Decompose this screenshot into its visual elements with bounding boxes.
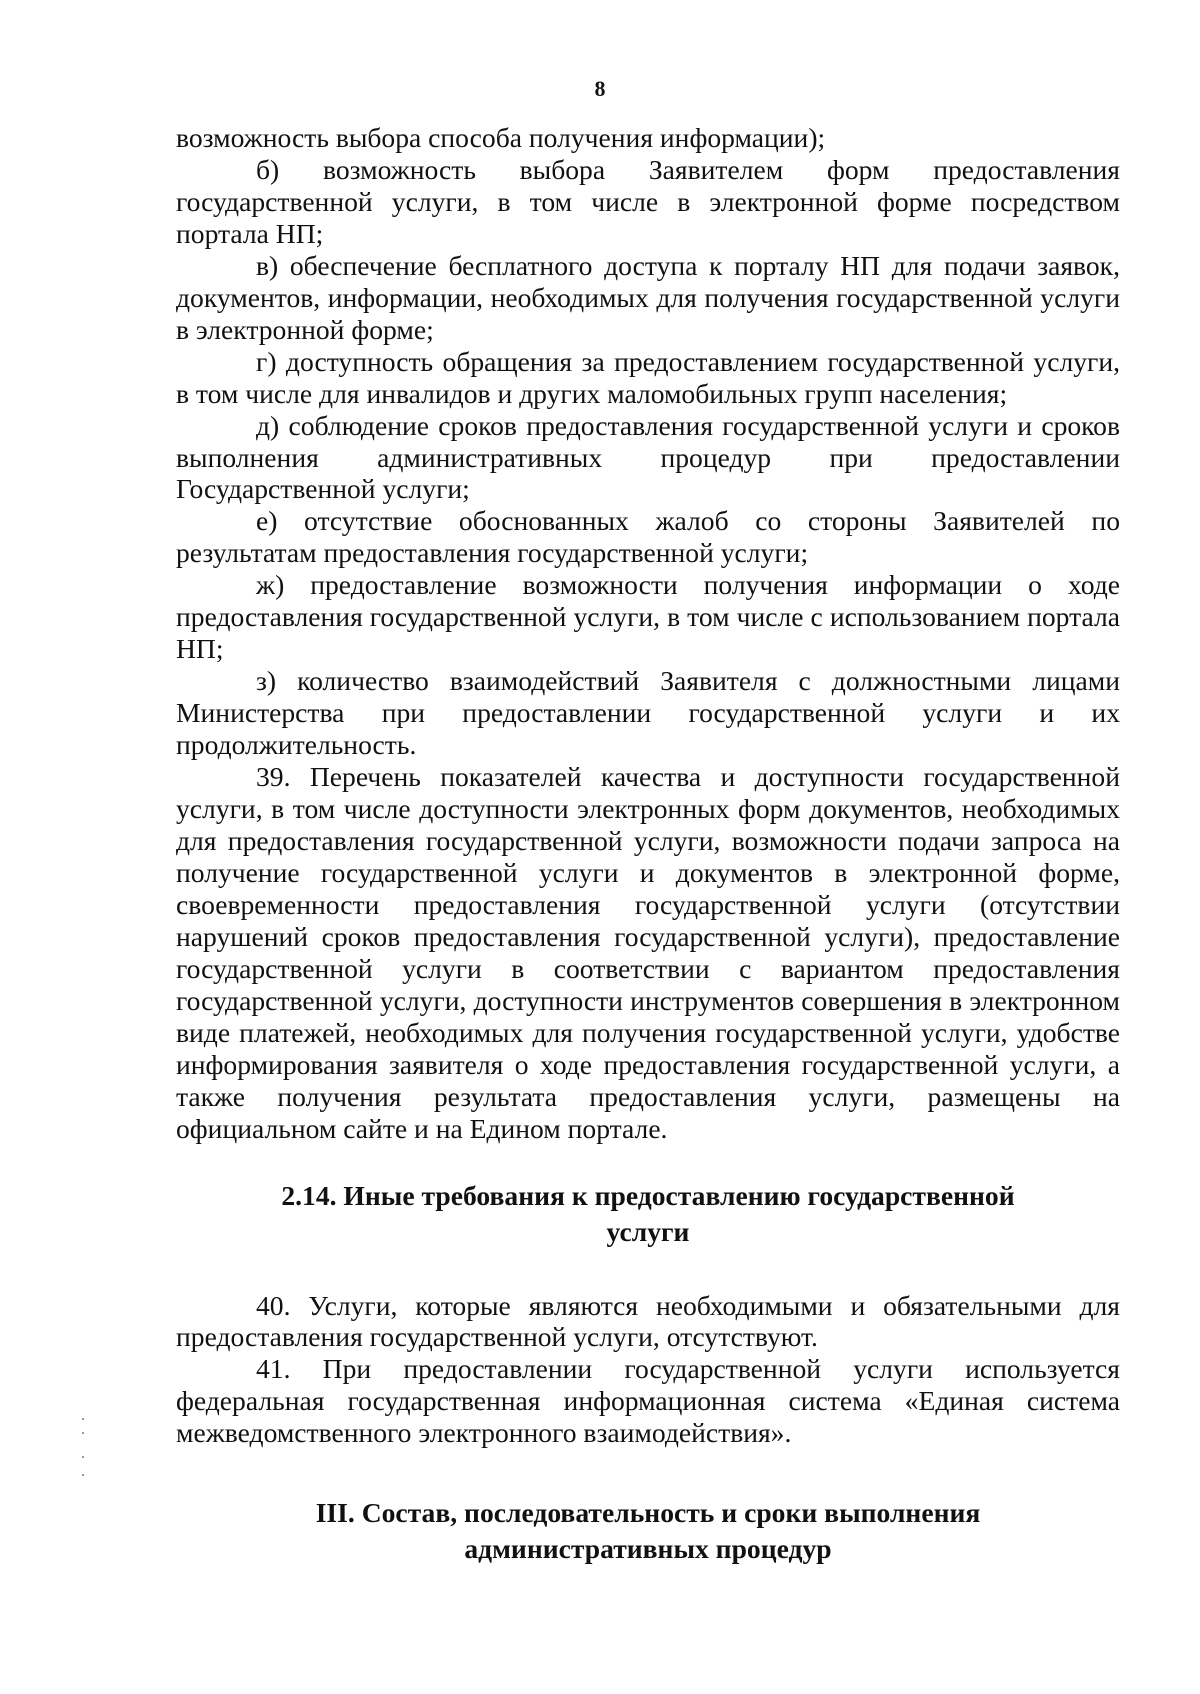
section-heading-2-14	[176, 1178, 1120, 1250]
scan-artifact	[82, 1456, 84, 1458]
page-number: 8	[594, 76, 606, 101]
scan-artifact	[82, 1474, 84, 1476]
list-item-g: г) доступность обращения за предоставлением государственной услуги, в том числе для инвалидов и других маломобильных групп населения;	[176, 345, 1120, 409]
section-heading-2-14-line1: 2.14. Иные требования к предоставлению государственной	[281, 1179, 1015, 1211]
paragraph-40: 40. Услуги, которые являются необходимыми и обязательными для предоставления государственной услуги, отсутствуют.	[176, 1289, 1120, 1353]
paragraph-41: 41. При предоставлении государственной услуги используется федеральная государственная информационная система «Единая система межведомственного электронного взаимодействия».	[176, 1353, 1120, 1449]
section-heading-2-14-line2: услуги	[606, 1215, 690, 1247]
paragraph-39: 39. Перечень показателей качества и доступности государственной услуги, в том числе доступности электронных форм документов, необходимых для предоставления государственной услуги, возможности подачи запроса на получение государственной услуги и документов в электронной форме, своевременности предоставления государственной услуги (отсутствии нарушений сроков предоставления государственной услуги), предоставление государственной услуги в соответствии с вариантом предоставления государственной услуги, доступности инструментов совершения в электронном виде платежей, необходимых для получения государственной услуги, удобстве информирования заявителя о ходе предоставления государственной услуги, а также получения результата предоставления услуги, размещены на официальном сайте и на Едином портале.	[176, 761, 1120, 1144]
scan-artifact	[82, 1432, 84, 1434]
document-body	[176, 122, 1120, 1567]
scan-artifact	[82, 1418, 84, 1420]
list-item-e: е) отсутствие обоснованных жалоб со стороны Заявителей по результатам предоставления государственной услуги;	[176, 505, 1120, 569]
section-heading-iii-line2: административных процедур	[464, 1533, 832, 1565]
paragraph-continuation: возможность выбора способа получения информации);	[176, 122, 826, 153]
list-item-d: д) соблюдение сроков предоставления государственной услуги и сроков выполнения административных процедур при предоставлении Государственной услуги;	[176, 409, 1120, 505]
list-item-b: б) возможность выбора Заявителем форм предоставления государственной услуги, в том числе в электронной форме посредством портала НП;	[176, 153, 1120, 249]
list-item-z: з) количество взаимодействий Заявителя с должностными лицами Министерства при предоставлении государственной услуги и их продолжительность.	[176, 665, 1120, 761]
section-heading-iii-line1: III. Состав, последовательность и сроки выполнения	[315, 1497, 981, 1529]
section-heading-iii	[176, 1495, 1120, 1567]
list-item-v: в) обеспечение бесплатного доступа к порталу НП для подачи заявок, документов, информации, необходимых для получения государственной услуги в электронной форме;	[176, 249, 1120, 345]
list-item-zh: ж) предоставление возможности получения информации о ходе предоставления государственной услуги, в том числе с использованием портала НП;	[176, 569, 1120, 665]
